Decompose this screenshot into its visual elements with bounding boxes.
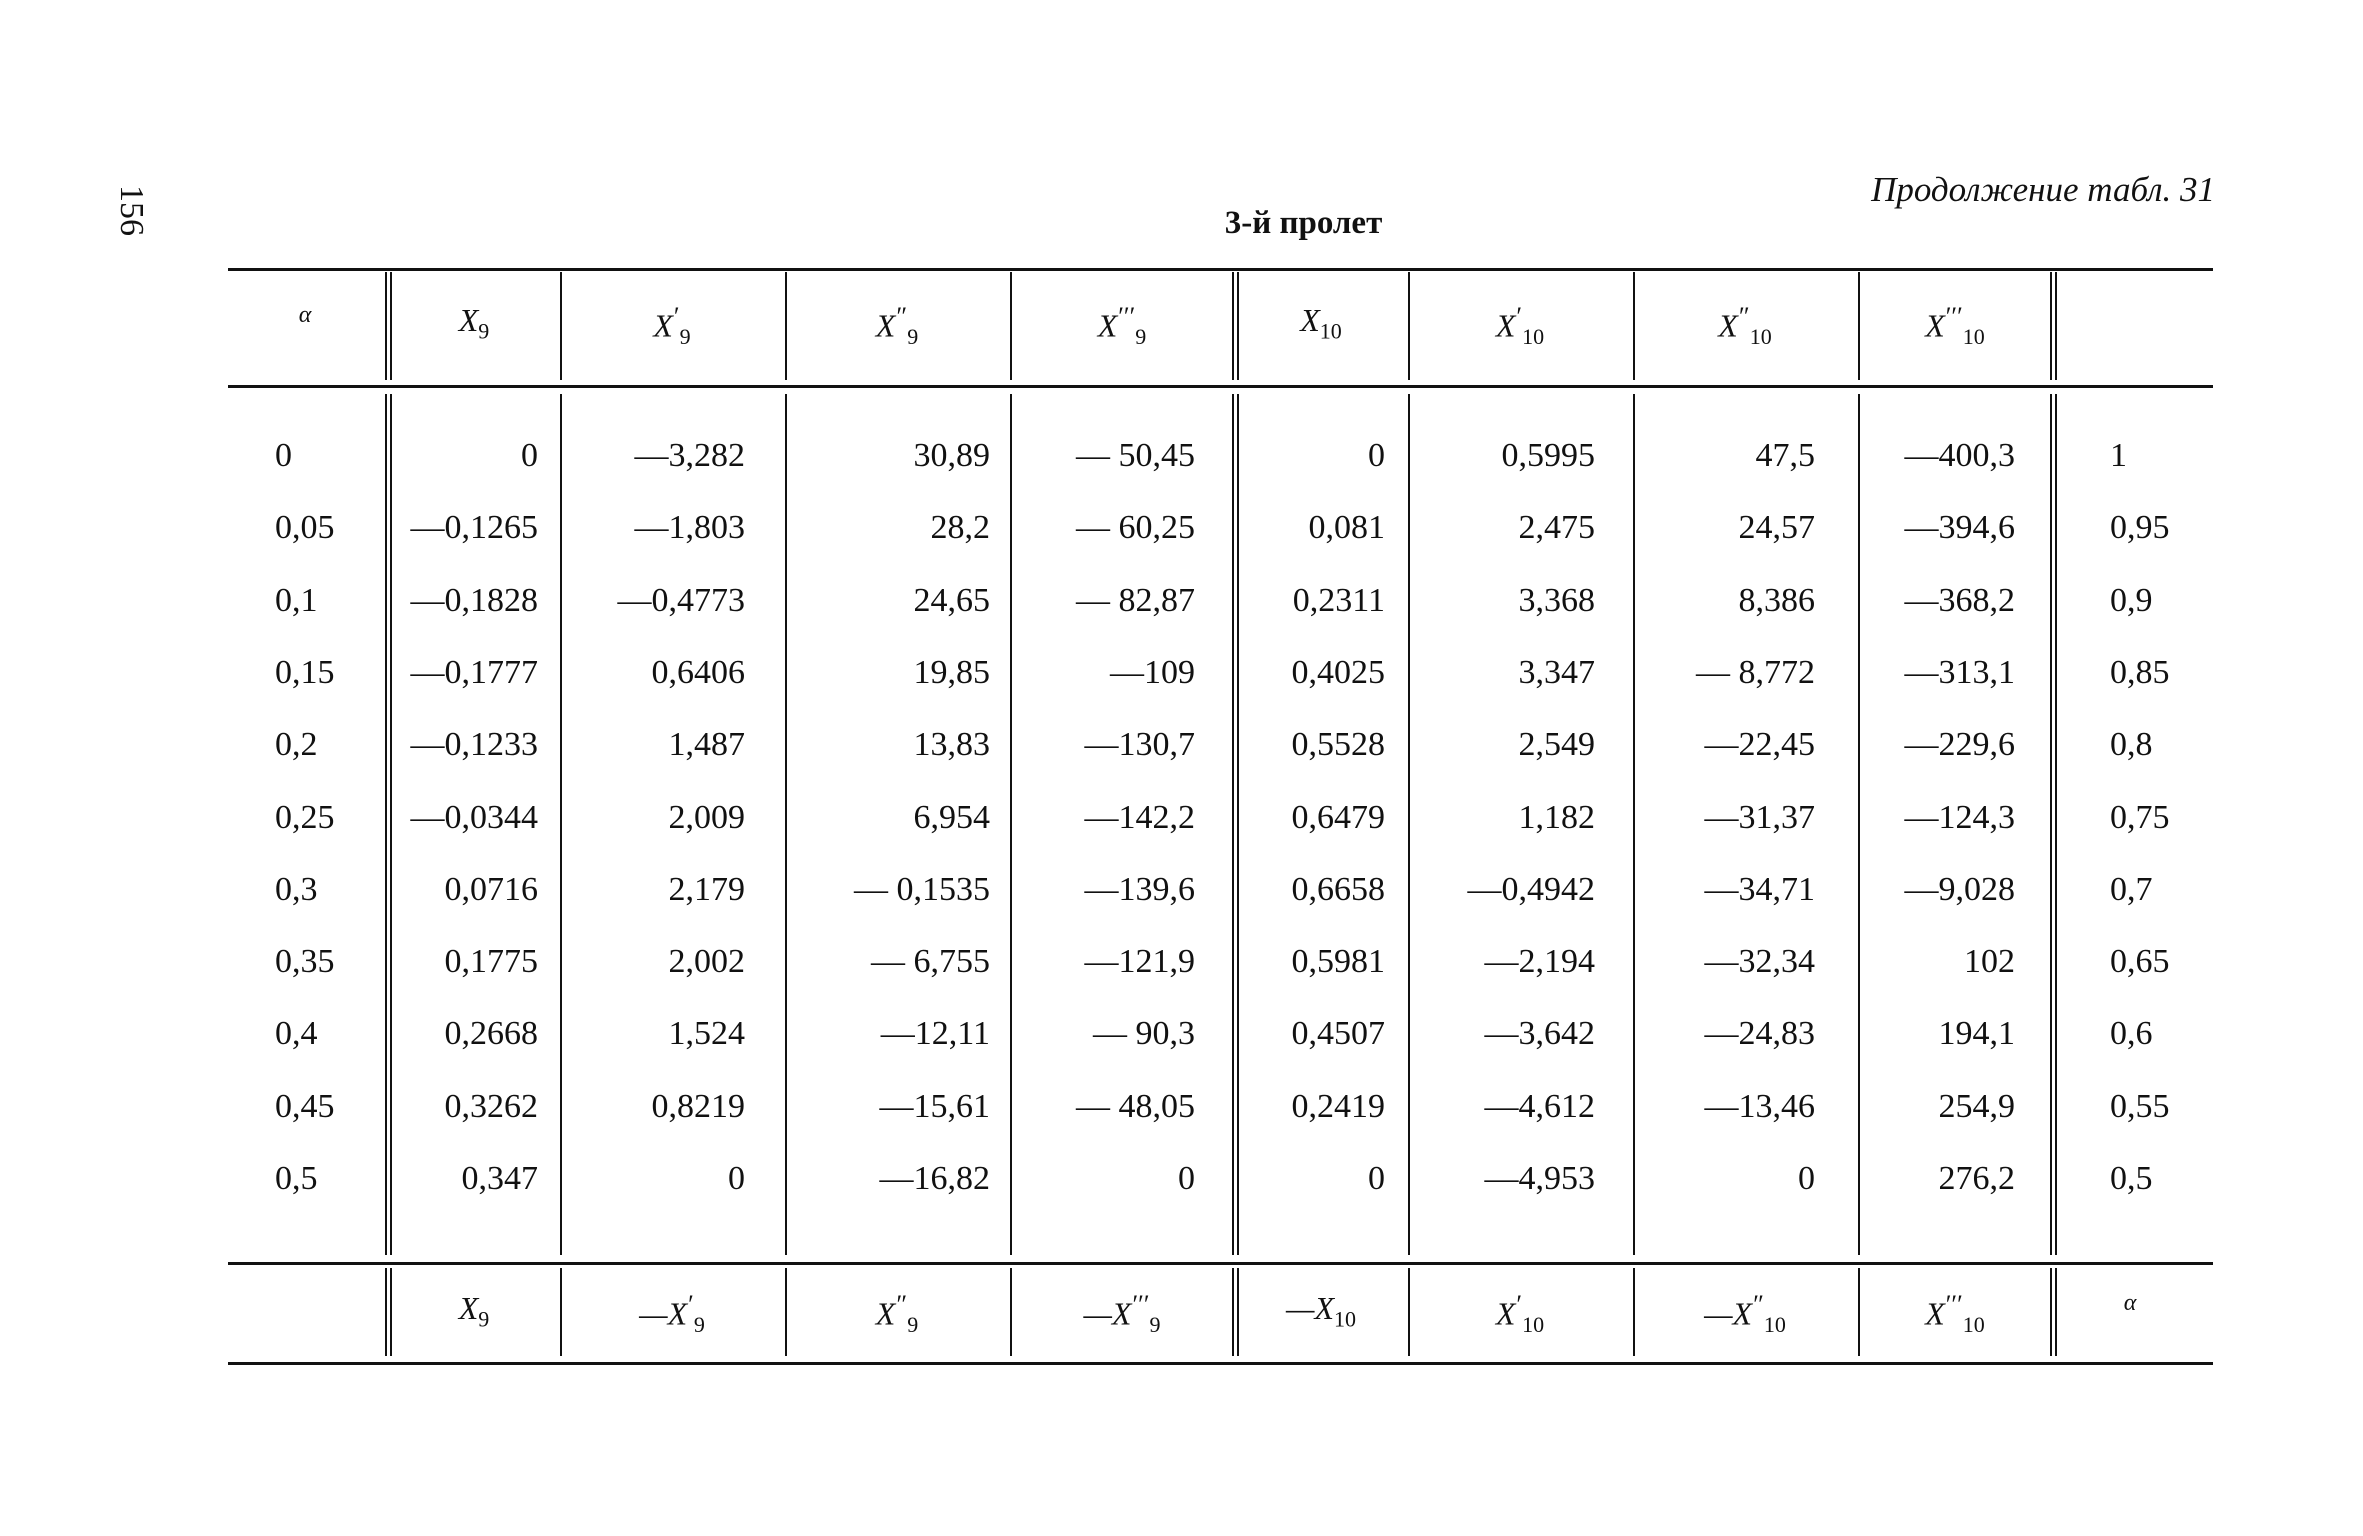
header-bottom-rule: [228, 385, 2213, 388]
table-cell: 0,081: [1308, 509, 1385, 547]
table-cell: 30,89: [913, 437, 990, 474]
table-cell: 102: [1964, 943, 2015, 981]
table-cell: —4,953: [1484, 1160, 1595, 1197]
table-cell: 0,6406: [651, 653, 745, 691]
table-cell: 47,5: [1755, 437, 1815, 474]
table-cell: 0,4507: [1291, 1015, 1385, 1053]
alpha-cell: 0,65: [2110, 943, 2170, 981]
table-cell: 2,179: [668, 870, 745, 908]
table-cell: — 8,772: [1696, 653, 1815, 691]
table-cell: 0,347: [461, 1160, 538, 1197]
table-cell: —3,642: [1484, 1015, 1595, 1053]
alpha-cell: 0,45: [275, 1087, 335, 1125]
column-divider: [1633, 394, 1635, 1255]
column-divider: [1408, 272, 1410, 380]
alpha-cell: 0,95: [2110, 509, 2170, 547]
table-continuation-label: Продолжение табл. 31: [1871, 170, 2215, 209]
table-cell: 254,9: [1938, 1087, 2015, 1125]
table-cell: —3,282: [634, 437, 745, 474]
footer-cell: $—X'_9$: [639, 1290, 705, 1338]
table-cell: 8,386: [1738, 581, 1815, 619]
column-divider: [1010, 394, 1012, 1255]
table-cell: 1,524: [668, 1015, 745, 1053]
header-cell: $X''_{10}$: [1718, 302, 1772, 350]
table-cell: —0,1233: [410, 726, 538, 764]
column-divider: [1010, 1268, 1012, 1356]
table-cell: 2,002: [668, 943, 745, 981]
column-divider: [1858, 1268, 1860, 1356]
span-title: 3-й пролет: [1224, 205, 1383, 241]
alpha-cell: 0,5: [275, 1160, 318, 1197]
table-cell: 194,1: [1938, 1015, 2015, 1053]
alpha-cell: 0,85: [2110, 653, 2170, 691]
table-cell: —22,45: [1704, 726, 1815, 764]
table-cell: —13,46: [1704, 1087, 1815, 1125]
table-cell: 0,6479: [1291, 798, 1385, 836]
table-cell: 0: [1798, 1160, 1815, 1197]
table-cell: —109: [1110, 653, 1195, 691]
footer-cell: $—X'''_9$: [1083, 1290, 1161, 1338]
table-cell: 0: [1368, 437, 1385, 474]
column-divider: [785, 272, 787, 380]
table-cell: 0,1775: [444, 943, 538, 981]
table-cell: 28,2: [930, 509, 990, 547]
table-cell: 0,5981: [1291, 943, 1385, 981]
table-top-rule: [228, 268, 2213, 271]
table-cell: —0,4942: [1467, 870, 1595, 908]
table-cell: —313,1: [1904, 653, 2015, 691]
column-divider: [1232, 272, 1239, 380]
page-number: 156: [113, 185, 150, 236]
table-cell: 2,009: [668, 798, 745, 836]
table-cell: 3,368: [1518, 581, 1595, 619]
column-divider: [385, 394, 392, 1255]
table-cell: 0: [1368, 1160, 1385, 1197]
table-cell: — 82,87: [1076, 581, 1195, 619]
header-cell: $X'''_{10}$: [1925, 302, 1985, 350]
footer-cell: $—X_{10}$: [1286, 1290, 1356, 1332]
table-cell: —394,6: [1904, 509, 2015, 547]
alpha-cell: 0,9: [2110, 581, 2153, 619]
footer-cell: $—X''_{10}$: [1704, 1290, 1786, 1338]
header-cell: $X_9$: [458, 302, 490, 344]
table-cell: —31,37: [1704, 798, 1815, 836]
table-cell: 0,2311: [1292, 581, 1385, 619]
table-cell: 1,182: [1518, 798, 1595, 836]
table-cell: —0,1265: [410, 509, 538, 547]
table-cell: —400,3: [1904, 437, 2015, 474]
table-cell: 0,0716: [444, 870, 538, 908]
header-cell: $X''_9$: [875, 302, 919, 350]
column-divider: [560, 272, 562, 380]
column-divider: [785, 394, 787, 1255]
table-cell: —0,0344: [410, 798, 538, 836]
alpha-cell: 0,6: [2110, 1015, 2153, 1053]
table-cell: 19,85: [913, 653, 990, 691]
header-cell: $X_{10}$: [1300, 302, 1342, 344]
table-cell: —34,71: [1704, 870, 1815, 908]
column-divider: [560, 1268, 562, 1356]
table-cell: 0,2668: [444, 1015, 538, 1053]
table-cell: 24,65: [913, 581, 990, 619]
alpha-cell: 0,5: [2110, 1160, 2153, 1197]
column-divider: [1633, 272, 1635, 380]
table-cell: 2,475: [1518, 509, 1595, 547]
table-cell: —1,803: [634, 509, 745, 547]
table-cell: —139,6: [1084, 870, 1195, 908]
table-cell: —0,1828: [410, 581, 538, 619]
column-divider: [1232, 394, 1239, 1255]
table-cell: 0,3262: [444, 1087, 538, 1125]
table-cell: — 0,1535: [854, 870, 990, 908]
table-cell: —0,4773: [617, 581, 745, 619]
table-cell: 2,549: [1518, 726, 1595, 764]
table-cell: 0: [728, 1160, 745, 1197]
table-cell: 0,2419: [1291, 1087, 1385, 1125]
table-cell: — 50,45: [1076, 437, 1195, 474]
column-divider: [785, 1268, 787, 1356]
column-divider: [2050, 272, 2057, 380]
column-divider: [2050, 394, 2057, 1255]
table-cell: — 48,05: [1076, 1087, 1195, 1125]
alpha-cell: 0,15: [275, 653, 335, 691]
alpha-cell: 0,4: [275, 1015, 318, 1053]
table-cell: 0,8219: [651, 1087, 745, 1125]
table-cell: 0: [1178, 1160, 1195, 1197]
footer-cell: $X'_{10}$: [1495, 1290, 1545, 1338]
alpha-cell: 0: [275, 437, 292, 474]
table-cell: —0,1777: [410, 653, 538, 691]
table-cell: —9,028: [1904, 870, 2015, 908]
footer-cell: α: [2123, 1290, 2137, 1316]
table-cell: —368,2: [1904, 581, 2015, 619]
table-cell: — 6,755: [871, 943, 990, 981]
alpha-cell: 0,75: [2110, 798, 2170, 836]
table-cell: —2,194: [1484, 943, 1595, 981]
table-cell: 24,57: [1738, 509, 1815, 547]
header-cell: $X'_9$: [653, 302, 691, 350]
table-cell: —32,34: [1704, 943, 1815, 981]
column-divider: [560, 394, 562, 1255]
alpha-cell: 0,1: [275, 581, 318, 619]
table-cell: —15,61: [879, 1087, 990, 1125]
column-divider: [385, 272, 392, 380]
column-divider: [1858, 394, 1860, 1255]
column-divider: [1010, 272, 1012, 380]
table-cell: 0,4025: [1291, 653, 1385, 691]
table-cell: —12,11: [880, 1015, 990, 1053]
column-divider: [1858, 272, 1860, 380]
table-cell: 0,5528: [1291, 726, 1385, 764]
column-divider: [1408, 394, 1410, 1255]
alpha-cell: 0,55: [2110, 1087, 2170, 1125]
table-cell: 1,487: [668, 726, 745, 764]
table-cell: 13,83: [913, 726, 990, 764]
footer-cell: $X_9$: [458, 1290, 490, 1332]
table-cell: — 60,25: [1076, 509, 1195, 547]
alpha-cell: 0,05: [275, 509, 335, 547]
table-cell: —16,82: [879, 1160, 990, 1197]
table-cell: 6,954: [913, 798, 990, 836]
table-cell: —24,83: [1704, 1015, 1815, 1053]
alpha-cell: 0,35: [275, 943, 335, 981]
header-cell: $X'_{10}$: [1495, 302, 1545, 350]
table-cell: 3,347: [1518, 653, 1595, 691]
table-cell: 0,5995: [1501, 437, 1595, 474]
table-cell: —142,2: [1084, 798, 1195, 836]
header-cell: α: [298, 302, 312, 328]
column-divider: [385, 1268, 392, 1356]
footer-cell: $X'''_{10}$: [1925, 1290, 1985, 1338]
column-divider: [1232, 1268, 1239, 1356]
header-cell: $X'''_9$: [1097, 302, 1147, 350]
alpha-cell: 0,2: [275, 726, 318, 764]
alpha-cell: 0,3: [275, 870, 318, 908]
footer-cell: $X''_9$: [875, 1290, 919, 1338]
table-cell: —4,612: [1484, 1087, 1595, 1125]
table-cell: —130,7: [1084, 726, 1195, 764]
body-bottom-rule: [228, 1262, 2213, 1265]
table-cell: —229,6: [1904, 726, 2015, 764]
column-divider: [1408, 1268, 1410, 1356]
column-divider: [1633, 1268, 1635, 1356]
table-cell: 0: [521, 437, 538, 474]
alpha-cell: 0,8: [2110, 726, 2153, 764]
alpha-cell: 0,7: [2110, 870, 2153, 908]
alpha-cell: 0,25: [275, 798, 335, 836]
table-bottom-rule: [228, 1362, 2213, 1365]
table-cell: —121,9: [1084, 943, 1195, 981]
table-cell: — 90,3: [1093, 1015, 1195, 1053]
table-cell: —124,3: [1904, 798, 2015, 836]
alpha-cell: 1: [2110, 437, 2127, 474]
table-cell: 0,6658: [1291, 870, 1385, 908]
table-cell: 276,2: [1938, 1160, 2015, 1197]
